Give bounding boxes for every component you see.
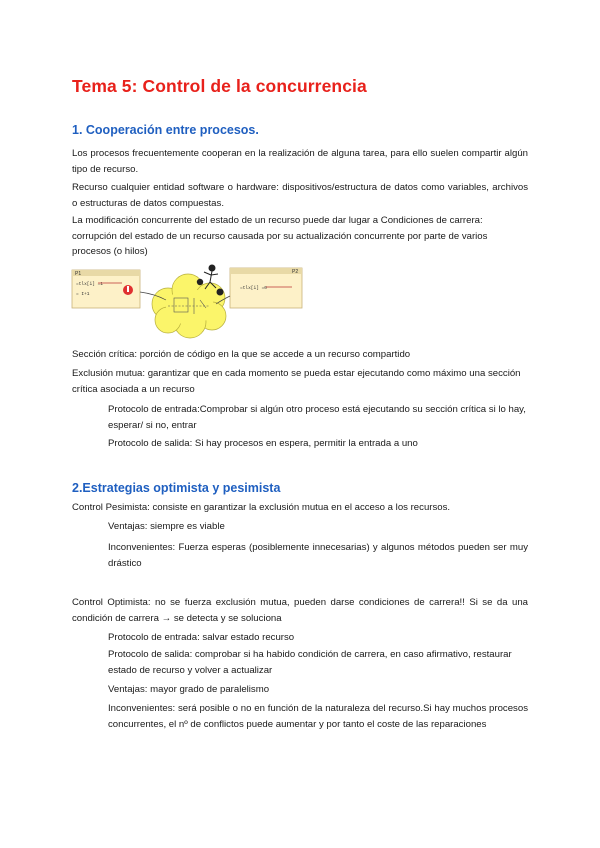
paragraph-indented: Protocolo de salida: Si hay procesos en espera, permitir la entrada a uno [108, 438, 418, 449]
paragraph-indented: Ventajas: mayor grado de paralelismo [108, 684, 270, 695]
page-title: Tema 5: Control de la concurrencia [72, 76, 367, 96]
process-box-left-header [72, 270, 140, 276]
bomb-icon [217, 289, 224, 296]
paragraph-indented: Inconvenientes: será posible o no en función de la naturaleza del recurso.Si hay muchos procesos concurrentes, el nº de conflictos puede aumentar y por tanto el coste de las reparaciones [108, 703, 528, 730]
paragraph-indented: Protocolo de entrada:Comprobar si algún otro proceso está ejecutando su sección crítica si lo hay, esperar/ si no, entrar [108, 404, 526, 431]
process-label-p1: P1 [75, 271, 82, 277]
section-1-heading: 1. Cooperación entre procesos. [72, 123, 259, 137]
race-condition-diagram [70, 262, 310, 342]
paragraph: Exclusión mutua: garantizar que en cada momento se pueda estar ejecutando como máximo una sección crítica asociada a un recurso [72, 368, 521, 395]
paragraph: Control Optimista: no se fuerza exclusión mutua, pueden darse condiciones de carrera!! Si se da una condición de carrera → se detecta y se soluciona [72, 597, 528, 624]
paragraph: La modificación concurrente del estado de un recurso puede dar lugar a Condiciones de carrera: corrupción del estado de un recurso causada por su actualización concurrente por parte de varios procesos (o hilos) [72, 215, 488, 257]
section-2-heading: 2.Estrategias optimista y pesimista [72, 481, 281, 495]
paragraph-indented: Protocolo de entrada: salvar estado recurso [108, 632, 295, 643]
code-line: =tlx[i] =0 [240, 286, 268, 291]
paragraph: Los procesos frecuentemente cooperan en la realización de alguna tarea, para ello suelen compartir algún tipo de recurso. [72, 148, 528, 175]
process-label-p2: P2 [292, 269, 299, 275]
paragraph-indented: Ventajas: siempre es viable [108, 521, 225, 532]
code-line: = I+1 [76, 292, 90, 297]
paragraph-indented: Inconvenientes: Fuerza esperas (posiblemente innecesarias) y algunos métodos pueden ser muy drástico [108, 542, 528, 569]
paragraph: Recurso cualquier entidad software o hardware: dispositivos/estructura de datos como variables, archivos o estructuras de datos compuestas. [72, 182, 528, 209]
paragraph-indented: Protocolo de salida: comprobar si ha habido condición de carrera, en caso afirmativo, restaurar estado de recurso y volver a actualizar [108, 649, 512, 676]
paragraph: Control Pesimista: consiste en garantizar la exclusión mutua en el acceso a los recursos. [72, 502, 451, 513]
paragraph: Sección crítica: porción de código en la que se accede a un recurso compartido [72, 349, 411, 360]
code-line: =tlx[i] =1 [76, 282, 104, 287]
bomb-icon [197, 279, 203, 285]
